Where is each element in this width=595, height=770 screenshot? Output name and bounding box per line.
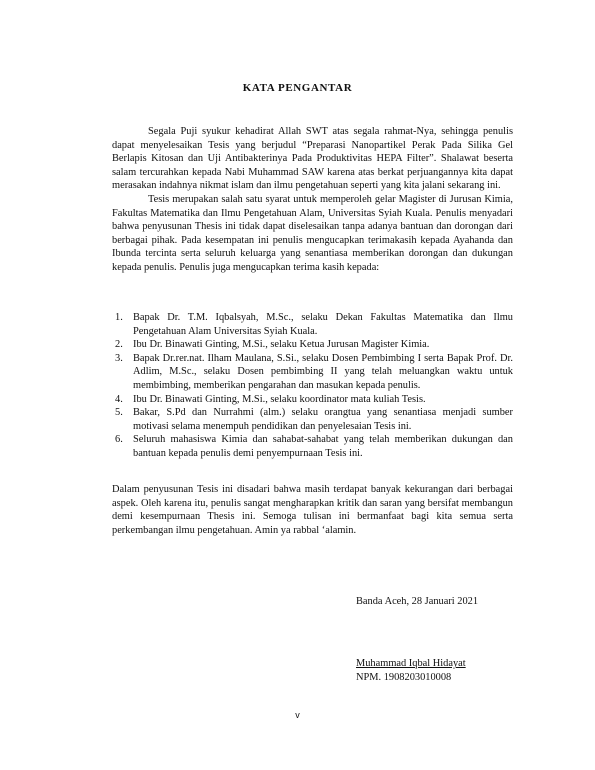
paragraph-thesis-requirement: Tesis merupakan salah satu syarat untuk memperoleh gelar Magister di Jurusan Kimia, Fakultas Matematika dan Ilmu Pengetahuan Alam, Universitas Syiah Kuala. Penulis menyadari bahwa penyusunan Thesis ini tidak dapat diselesaikan tanpa adanya bantuan dan dorongan dari berbagai pihak. Pada kesempatan ini penulis mengucapkan terimakasih kepada Ayahanda dan Ibunda tercinta serta seluruh keluarga yang senantiasa memberikan dorongan dan dukungan kepada penulis. Penulis juga mengucapkan terima kasih kepada: (112, 193, 513, 273)
list-item-number: 4. (115, 393, 123, 405)
paragraph-closing: Dalam penyusunan Tesis ini disadari bahwa masih terdapat banyak kekurangan dari berbagai aspek. Oleh karena itu, penulis sangat mengharapkan kritik dan saran yang bersifat membangun demi kesempurnaan Thesis ini. Semoga tulisan ini bermanfaat bagi kita semua serta perkembangan ilmu pengetahuan. Amin ya rabbal ‘alamin. (112, 484, 513, 536)
signature-npm: NPM. 1908203010008 (356, 672, 452, 683)
list-item-text: Bakar, S.Pd dan Nurrahmi (alm.) selaku orangtua yang senantiasa menjadi sumber motivasi selama menempuh pendidikan dan penyelesaian Tesis ini. (133, 407, 513, 432)
page-title: KATA PENGANTAR (242, 82, 353, 94)
intro-section (112, 125, 513, 275)
list-item (112, 338, 513, 352)
list-item-text: Ibu Dr. Binawati Ginting, M.Si., selaku koordinator mata kuliah Tesis. (133, 393, 426, 405)
list-item (112, 352, 513, 393)
page-number: v (295, 710, 300, 720)
list-item-text: Ibu Dr. Binawati Ginting, M.Si., selaku Ketua Jurusan Magister Kimia. (133, 339, 430, 351)
acknowledgement-section (112, 311, 513, 461)
list-item-text: Seluruh mahasiswa Kimia dan sahabat-sahabat yang telah memberikan dukungan dan bantuan kepada penulis demi penyempurnaan Tesis ini. (133, 434, 513, 459)
list-item (112, 311, 513, 338)
list-item-number: 6. (115, 434, 123, 446)
paragraph-gratitude: Segala Puji syukur kehadirat Allah SWT atas segala rahmat-Nya, sehingga penulis dapat menyelesaikan Tesis yang berjudul “Preparasi Nanopartikel Perak Pada Silika Gel Berlapis Kitosan dan Uji Antibakterinya Pada Produktivitas HEPA Filter”. Shalawat beserta salam tercurahkan kepada Nabi Muhammad SAW karena atas berkat perjuangannya kita dapat merasakan indahnya nikmat islam dan ilmu pengetahuan seperti yang kita jalani sekarang ini. (112, 126, 513, 192)
list-item-number: 3. (115, 352, 123, 364)
closing-section (112, 483, 513, 537)
signature-place-date: Banda Aceh, 28 Januari 2021 (356, 596, 479, 607)
list-item-text: Bapak Dr. T.M. Iqbalsyah, M.Sc., selaku Dekan Fakultas Matematika dan Ilmu Pengetahuan Alam Universitas Syiah Kuala. (133, 312, 513, 337)
list-item-text: Bapak Dr.rer.nat. Ilham Maulana, S.Si., selaku Dosen Pembimbing I serta Bapak Prof. Dr. Adlim, M.Sc., selaku Dosen pembimbing II yang telah meluangkan waktu untuk membimbing, memberikan pengarahan dan masukan kepada penulis. (133, 352, 513, 391)
list-item-number: 1. (115, 312, 123, 323)
list-item-number: 2. (115, 339, 123, 351)
acknowledgement-list (112, 311, 513, 461)
list-item (112, 393, 513, 407)
list-item (112, 406, 513, 433)
list-item-number: 5. (115, 407, 123, 419)
signature-name: Muhammad Iqbal Hidayat (356, 658, 466, 669)
list-item (112, 433, 513, 460)
